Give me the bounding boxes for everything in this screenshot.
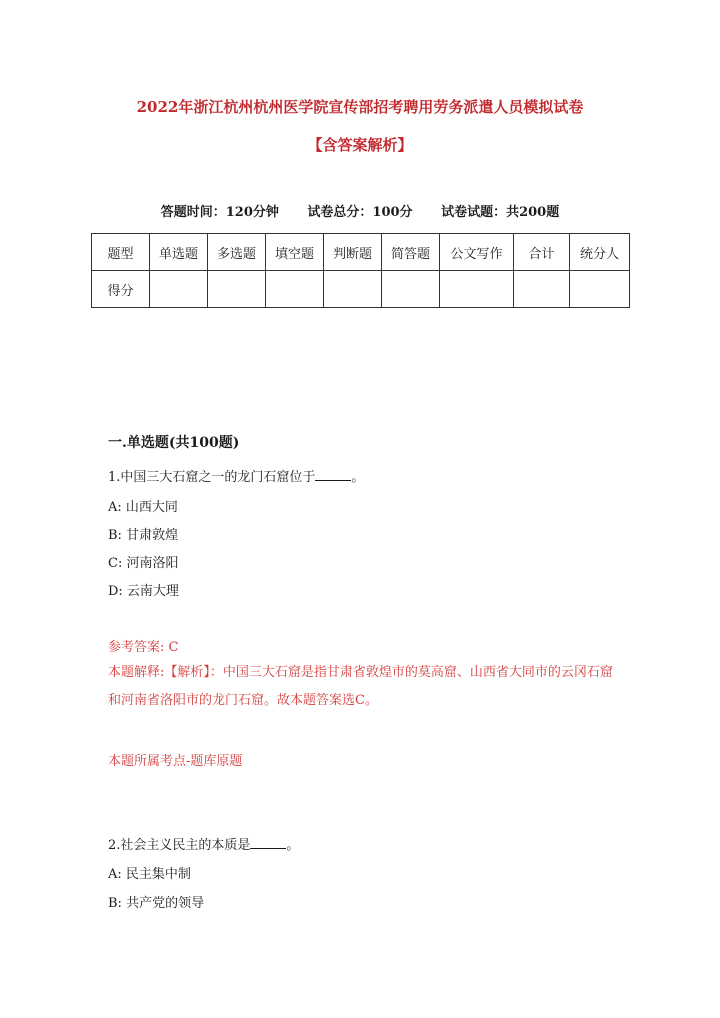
table-header-cell: 题型	[92, 234, 150, 271]
table-row-label: 得分	[92, 271, 150, 308]
question-stem-text: 2.社会主义民主的本质是	[108, 838, 251, 853]
score-cell	[324, 271, 382, 308]
score-cell	[208, 271, 266, 308]
question-stem	[108, 466, 364, 485]
table-header-cell: 合计	[514, 234, 570, 271]
score-table-score-row	[92, 271, 630, 308]
exam-time: 答题时间：120分钟	[160, 205, 279, 220]
table-header-cell: 单选题	[150, 234, 208, 271]
table-header-cell: 判断题	[324, 234, 382, 271]
score-cell	[150, 271, 208, 308]
score-cell	[514, 271, 570, 308]
reference-answer: 参考答案: C	[108, 640, 179, 655]
question-stem-end: 。	[286, 838, 300, 853]
table-header-cell: 公文写作	[440, 234, 514, 271]
question-stem-end: 。	[351, 470, 365, 485]
question-stem	[108, 834, 299, 853]
table-header-cell: 统分人	[570, 234, 630, 271]
exam-question-count: 试卷试题：共200题	[441, 205, 560, 220]
score-cell	[382, 271, 440, 308]
question-option: B: 共产党的领导	[108, 896, 205, 911]
table-header-cell: 填空题	[266, 234, 324, 271]
question-option: A: 民主集中制	[108, 867, 191, 882]
table-header-cell: 多选题	[208, 234, 266, 271]
question-stem-text: 1.中国三大石窟之一的龙门石窟位于	[108, 470, 316, 485]
score-cell	[440, 271, 514, 308]
answer-blank	[250, 836, 286, 849]
answer-blank	[315, 468, 351, 481]
question-tag: 本题所属考点-题库原题	[108, 754, 243, 769]
answer-explanation: 本题解释:【解析】：中国三大石窟是指甘肃省敦煌市的莫高窟、山西省大同市的云冈石窟和河南省洛阳市的龙门石窟。故本题答案选C。	[108, 665, 613, 708]
score-table-header-row	[92, 234, 630, 271]
table-header-cell: 简答题	[382, 234, 440, 271]
document-title: 2022年浙江杭州杭州医学院宣传部招考聘用劳务派遣人员模拟试卷	[136, 98, 584, 116]
question-option: C: 河南洛阳	[108, 556, 179, 571]
section-heading: 一.单选题(共100题)	[108, 435, 240, 451]
score-cell	[570, 271, 630, 308]
question-option: D: 云南大理	[108, 584, 179, 599]
exam-total-score: 试卷总分：100分	[307, 205, 413, 220]
exam-info	[0, 201, 720, 220]
document-subtitle: 【含答案解析】	[307, 136, 413, 154]
question-option: B: 甘肃敦煌	[108, 528, 179, 543]
score-table	[91, 233, 630, 308]
score-cell	[266, 271, 324, 308]
question-option: A: 山西大同	[108, 500, 178, 515]
